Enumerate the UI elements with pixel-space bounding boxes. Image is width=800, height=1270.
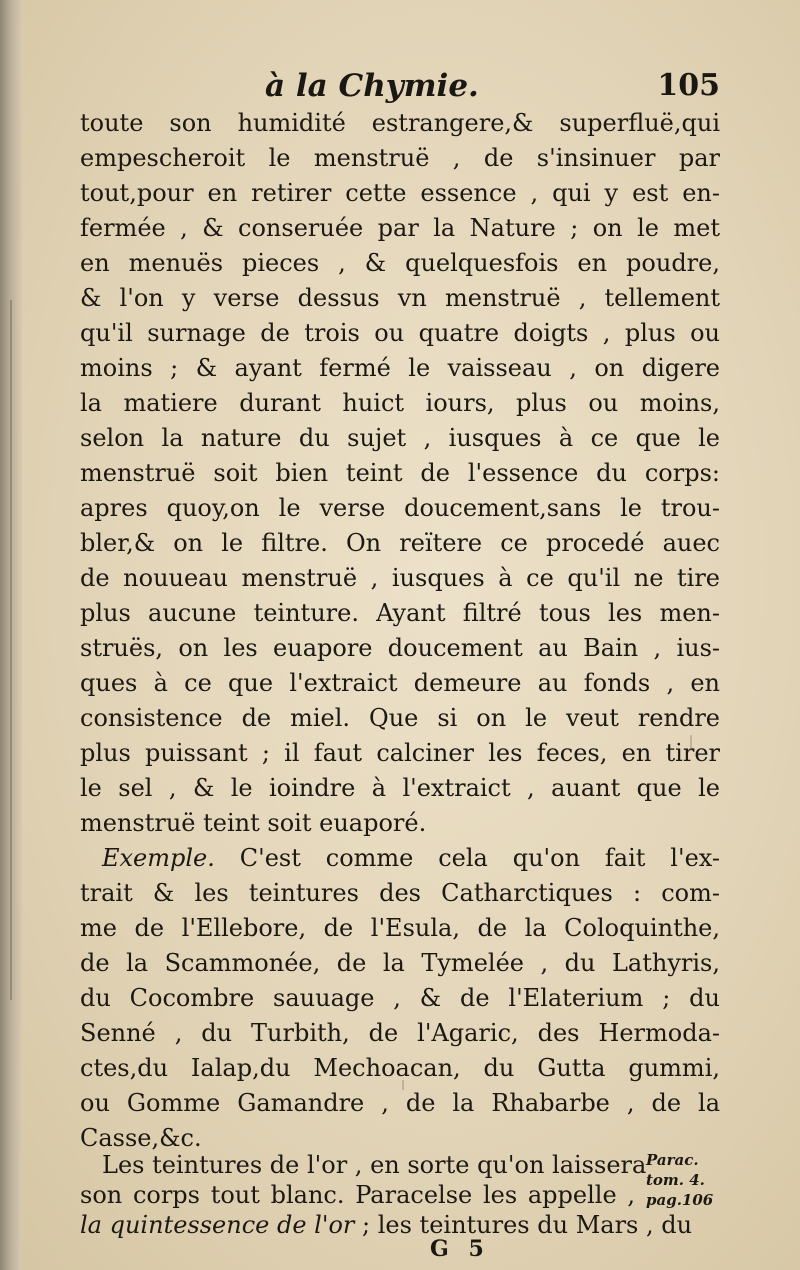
text-line: du Cocombre sauuage , & de l'Elaterium ; du [80, 984, 720, 1012]
text-line: trait & les teintures des Catharctiques : com- [80, 879, 720, 907]
margin-note-line: tom. 4. [646, 1171, 705, 1189]
text-line: empescheroit le menstruë , de s'insinuer par [80, 144, 720, 172]
text-line: selon la nature du sujet , iusques à ce que le [80, 424, 720, 452]
running-head: à la Chymie. [265, 68, 479, 104]
text-line: de nouueau menstruë , iusques à ce qu'il ne tire [80, 564, 720, 592]
signature-mark: G 5 [430, 1236, 490, 1262]
text-line: la matiere durant huict iours, plus ou moins, [80, 389, 720, 417]
text-line: de la Scammonée, de la Tymelée , du Lathyris, [80, 949, 720, 977]
text-line: Les teintures de l'or , en sorte qu'on laissera [102, 1151, 647, 1179]
text-line [80, 1210, 693, 1240]
text-line: ou Gomme Gamandre , de la Rhabarbe , de la [80, 1089, 720, 1117]
text-line: qu'il surnage de trois ou quatre doigts , plus ou [80, 319, 720, 347]
text-line [80, 843, 720, 873]
text-line: consistence de miel. Que si on le veut rendre [80, 704, 720, 732]
text-line: ques à ce que l'extraict demeure au fonds , en [80, 669, 720, 697]
margin-note-line: pag.106 [646, 1191, 714, 1209]
text-line: struës, on les euapore doucement au Bain , ius- [80, 634, 720, 662]
text-line: fermée , & conseruée par la Nature ; on le met [80, 214, 720, 242]
line-rest: ; les teintures du Mars , du [354, 1211, 693, 1239]
text-line: le sel , & le ioindre à l'extraict , auant que le [80, 774, 720, 802]
text-line: moins ; & ayant fermé le vaisseau , on digere [80, 354, 720, 382]
paper-fleck [402, 1080, 404, 1090]
text-line: Senné , du Turbith, de l'Agaric, des Hermoda- [80, 1019, 720, 1047]
text-line: Casse,&c. [80, 1124, 202, 1152]
text-line: apres quoy,on le verse doucement,sans le trou- [80, 494, 720, 522]
example-text: C'est comme cela qu'on fait l'ex- [239, 844, 720, 872]
text-line: menstruë soit bien teint de l'essence du corps: [80, 459, 720, 487]
text-line: toute son humidité estrangere,& superfluë,qui [80, 109, 720, 137]
text-line: ctes,du Ialap,du Mechoacan, du Gutta gummi, [80, 1054, 720, 1082]
quintessence-phrase: la quintessence de l'or [80, 1211, 355, 1239]
margin-note [646, 1150, 726, 1210]
text-line: me de l'Ellebore, de l'Esula, de la Coloquinthe, [80, 914, 720, 942]
gutter-shadow-line [10, 300, 12, 1000]
text-line: en menuës pieces , & quelquesfois en poudre, [80, 249, 720, 277]
paper-fleck [690, 735, 692, 751]
text-line: plus aucune teinture. Ayant filtré tous les men- [80, 599, 720, 627]
margin-note-line: Parac. [646, 1151, 699, 1169]
example-label: Exemple. [102, 844, 215, 872]
text-line: plus puissant ; il faut calciner les feces, en tirer [80, 739, 720, 767]
text-line: menstruë teint soit euaporé. [80, 809, 427, 837]
text-line: tout,pour en retirer cette essence , qui y est en- [80, 179, 720, 207]
page-number: 105 [657, 68, 720, 103]
text-line: bler,& on le filtre. On reïtere ce procedé auec [80, 529, 720, 557]
text-line: son corps tout blanc. Paracelse les appelle , [80, 1181, 635, 1209]
text-line: & l'on y verse dessus vn menstruë , tellement [80, 284, 720, 312]
